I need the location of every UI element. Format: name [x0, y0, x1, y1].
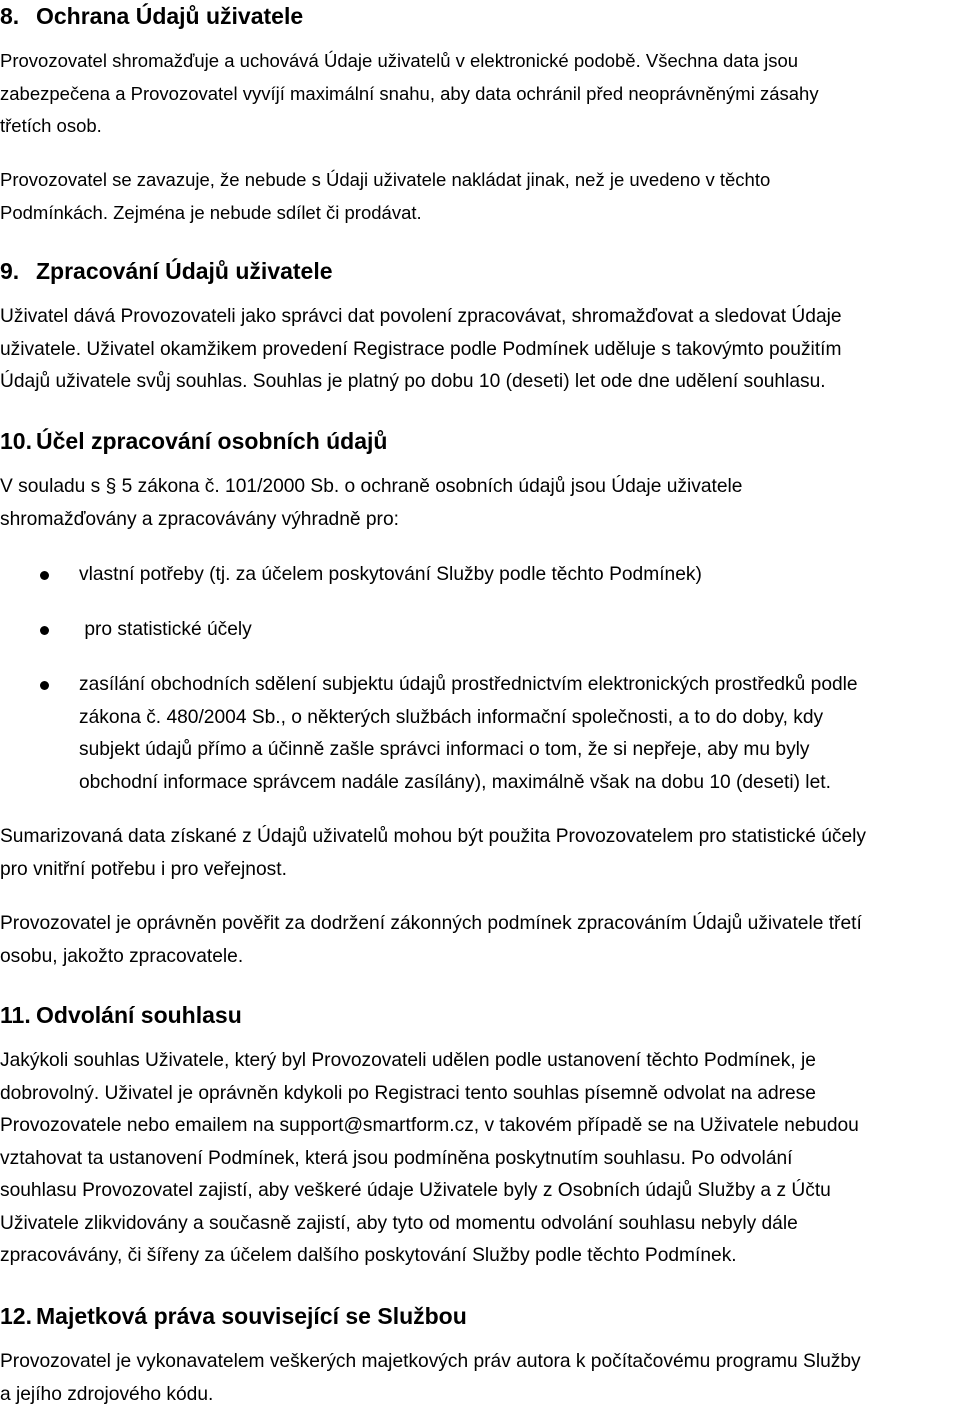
paragraph-line: V souladu s § 5 zákona č. 101/2000 Sb. o ochraně osobních údajů jsou Údaje uživatele — [0, 471, 958, 504]
paragraph-line: vztahovat ta ustanovení Podmínek, která jsou podmíněna poskytnutím souhlasu. Po odvolání — [0, 1143, 958, 1176]
section-number: 8. — [0, 2, 36, 30]
paragraph-line: Jakýkoli souhlas Uživatele, který byl Provozovateli udělen podle ustanovení těchto Podmínek, je — [0, 1045, 958, 1078]
section-number: 10. — [0, 427, 36, 455]
section-10-intro — [0, 471, 958, 536]
bullet-icon — [40, 626, 49, 635]
section-9-heading — [0, 257, 333, 285]
section-8-paragraph-1 — [0, 45, 958, 143]
paragraph-line: uživatele. Uživatel okamžikem provedení Registrace podle Podmínek uděluje s takovýmto použitím — [0, 334, 958, 367]
list-item-text: zákona č. 480/2004 Sb., o některých službách informační společnosti, a to do doby, kdy — [79, 702, 959, 735]
paragraph-line: Uživatele zlikvidovány a současně zajistí, aby tyto od momentu odvolání souhlasu nebyly dále — [0, 1208, 958, 1241]
paragraph-line: a jejího zdrojového kódu. — [0, 1379, 958, 1411]
section-title: Majetková práva související se Službou — [36, 1303, 467, 1329]
paragraph-line: Provozovatel se zavazuje, že nebude s Údaji uživatele nakládat jinak, než je uvedeno v těchto — [0, 164, 958, 197]
list-item-text: zasílání obchodních sdělení subjektu údajů prostřednictvím elektronických prostředků podle — [79, 669, 959, 702]
section-number: 11. — [0, 1001, 36, 1029]
list-item-text: pro statistické účely — [79, 614, 959, 647]
paragraph-line: Provozovatele nebo emailem na support@smartform.cz, v takovém případě se na Uživatele nebudou — [0, 1110, 958, 1143]
paragraph-line: pro vnitřní potřebu i pro veřejnost. — [0, 854, 958, 887]
paragraph-line: zpracovávány, či šířeny za účelem dalšího poskytování Služby podle těchto Podmínek. — [0, 1240, 958, 1273]
section-title: Odvolání souhlasu — [36, 1002, 242, 1028]
section-10-paragraph-2 — [0, 908, 958, 973]
paragraph-line: Podmínkách. Zejména je nebude sdílet či prodávat. — [0, 197, 958, 230]
paragraph-line: Sumarizovaná data získané z Údajů uživatelů mohou být použita Provozovatelem pro statistické účely — [0, 821, 958, 854]
paragraph-line: souhlasu Provozovatel zajistí, aby veškeré údaje Uživatele byly z Osobních údajů Služby a z Účtu — [0, 1175, 958, 1208]
list-item-text: subjekt údajů přímo a účinně zašle správci informaci o tom, že si nepřeje, aby mu byly — [79, 734, 959, 767]
paragraph-line: Provozovatel je oprávněn pověřit za dodržení zákonných podmínek zpracováním Údajů uživatele třetí — [0, 908, 958, 941]
bullet-icon — [40, 681, 49, 690]
paragraph-line: dobrovolný. Uživatel je oprávněn kdykoli po Registraci tento souhlas písemně odvolat na adrese — [0, 1078, 958, 1111]
paragraph-line: Provozovatel je vykonavatelem veškerých majetkových práv autora k počítačovému programu Služby — [0, 1346, 958, 1379]
paragraph-line: třetích osob. — [0, 110, 958, 143]
paragraph-line: osobu, jakožto zpracovatele. — [0, 941, 958, 974]
section-10-heading — [0, 427, 387, 455]
section-11-heading — [0, 1001, 242, 1029]
bullet-icon — [40, 571, 49, 580]
paragraph-line: Provozovatel shromažďuje a uchovává Údaje uživatelů v elektronické podobě. Všechna data jsou — [0, 45, 958, 78]
section-title: Účel zpracování osobních údajů — [36, 428, 387, 454]
section-number: 9. — [0, 257, 36, 285]
section-9-paragraph-1 — [0, 301, 958, 399]
paragraph-line: Uživatel dává Provozovateli jako správci dat povolení zpracovávat, shromažďovat a sledovat Údaje — [0, 301, 958, 334]
section-12-heading — [0, 1302, 467, 1330]
section-12-paragraph-1 — [0, 1346, 958, 1411]
section-10-paragraph-1 — [0, 821, 958, 886]
list-item-text: vlastní potřeby (tj. za účelem poskytování Služby podle těchto Podmínek) — [79, 559, 959, 592]
section-title: Ochrana Údajů uživatele — [36, 3, 303, 29]
section-title: Zpracování Údajů uživatele — [36, 258, 333, 284]
paragraph-line: zabezpečena a Provozovatel vyvíjí maximální snahu, aby data ochránil před neoprávněnými zásahy — [0, 78, 958, 111]
section-number: 12. — [0, 1302, 36, 1330]
section-11-paragraph-1 — [0, 1045, 958, 1273]
section-8-paragraph-2 — [0, 164, 958, 229]
paragraph-line: Údajů uživatele svůj souhlas. Souhlas je platný po dobu 10 (deseti) let ode dne udělení souhlasu. — [0, 366, 958, 399]
paragraph-line: shromažďovány a zpracovávány výhradně pro: — [0, 504, 958, 537]
list-item-text: obchodní informace správcem nadále zasílány), maximálně však na dobu 10 (deseti) let. — [79, 767, 959, 800]
section-8-heading — [0, 2, 303, 30]
